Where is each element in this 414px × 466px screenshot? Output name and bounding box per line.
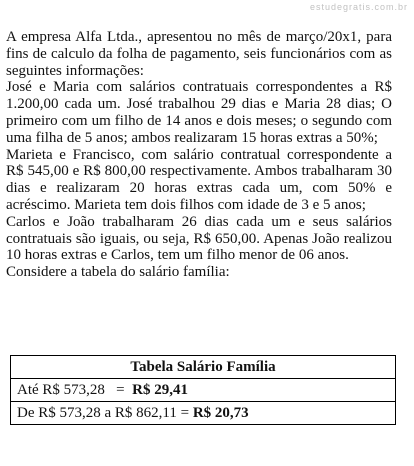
intro-paragraph: A empresa Alfa Ltda., apresentou no mês de março/20x1, para fins de calculo da folha de pagamento, seis funcionários com as seguintes informações:	[6, 29, 392, 79]
table-cell	[11, 379, 396, 402]
jose-maria-paragraph: José e Maria com salários contratuais correspondentes a R$ 1.200,00 cada um. José trabalhou 29 dias e Maria 28 dias; O primeiro com um filho de 14 anos e dois meses; o segundo com uma filha de 5 anos; ambos realizaram 15 horas extras a 50%;	[6, 79, 392, 146]
table-header-row	[11, 356, 396, 379]
benefit-value: R$ 20,73	[192, 404, 249, 421]
marieta-francisco-paragraph: Marieta e Francisco, com salário contratual correspondente a R$ 545,00 e R$ 800,00 respectivamente. Ambos trabalharam 30 dias e realizaram 20 horas extras cada um, com 50% e acréscimo. Marieta tem dois filhos com idade de 3 e 5 anos;	[6, 146, 392, 213]
carlos-joao-paragraph: Carlos e João trabalharam 26 dias cada um e seus salários contratuais são iguais, ou seja, R$ 650,00. Apenas João realizou 10 horas extras e Carlos, tem um filho menor de 06 anos.	[6, 213, 392, 264]
consider-table-paragraph: Considere a tabela do salário família:	[6, 264, 230, 281]
table-title: Tabela Salário Família	[11, 356, 396, 379]
table-row	[11, 379, 396, 402]
range-text: Até R$ 573,28 =	[17, 381, 133, 398]
range-text: De R$ 573,28 a R$ 862,11 =	[17, 404, 193, 421]
watermark: estudegratis.com.br	[309, 2, 408, 12]
table-row	[11, 402, 396, 425]
question-text	[6, 29, 392, 281]
salario-familia-table	[10, 355, 396, 425]
table-cell	[11, 402, 396, 425]
benefit-value: R$ 29,41	[132, 381, 188, 398]
